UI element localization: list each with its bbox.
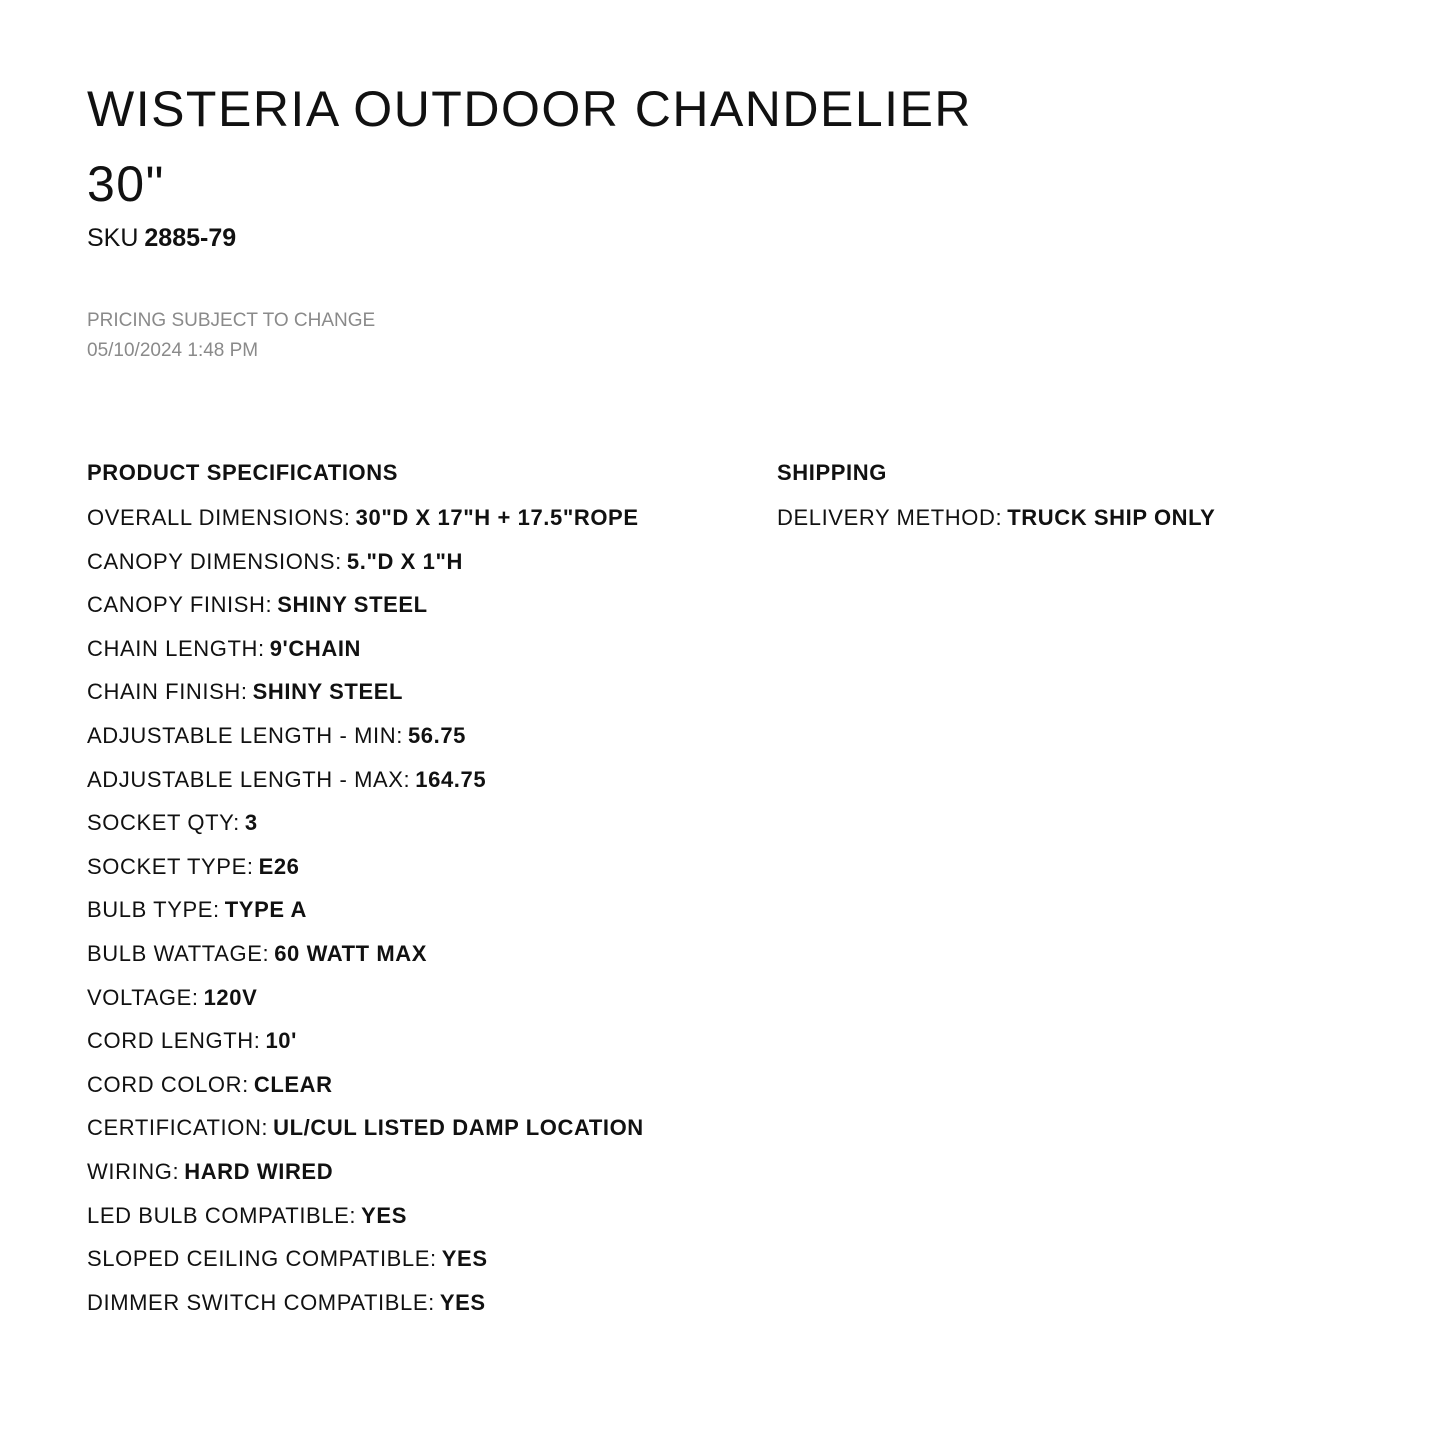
spec-value: 3 — [244, 810, 258, 836]
spec-row — [87, 932, 767, 976]
pricing-notice-text: PRICING SUBJECT TO CHANGE — [87, 310, 376, 331]
spec-value: 164.75 — [415, 766, 487, 792]
spec-value: CLEAR — [253, 1071, 333, 1097]
sku-value: 2885-79 — [144, 224, 237, 252]
product-specifications-list — [87, 496, 767, 1324]
spec-label: DIMMER SWITCH COMPATIBLE: — [87, 1289, 435, 1315]
spec-value: SHINY STEEL — [252, 679, 404, 705]
spec-label: LED BULB COMPATIBLE: — [87, 1202, 357, 1228]
product-specifications-heading: PRODUCT SPECIFICATIONS — [87, 460, 399, 485]
spec-value: 5."D X 1"H — [346, 548, 464, 574]
spec-value: HARD WIRED — [184, 1158, 334, 1184]
spec-label: SOCKET TYPE: — [87, 853, 254, 879]
spec-value: SHINY STEEL — [277, 592, 428, 618]
spec-label: CANOPY FINISH: — [87, 592, 273, 618]
product-title — [87, 72, 1047, 222]
spec-label: CERTIFICATION: — [87, 1115, 269, 1141]
spec-value: YES — [439, 1289, 486, 1315]
spec-value: TYPE A — [224, 897, 308, 923]
spec-row — [87, 1281, 767, 1325]
spec-label: CHAIN FINISH: — [87, 679, 248, 705]
spec-row — [87, 888, 767, 932]
spec-label: CANOPY DIMENSIONS: — [87, 548, 342, 574]
product-title-line-2: 30" — [87, 156, 165, 212]
spec-label: VOLTAGE: — [87, 984, 199, 1010]
spec-value: 30"D X 17"H + 17.5"ROPE — [355, 505, 639, 530]
spec-value: YES — [441, 1246, 488, 1272]
sku-label: SKU — [87, 224, 139, 252]
spec-label: ADJUSTABLE LENGTH - MAX: — [87, 766, 411, 792]
spec-value: UL/CUL LISTED DAMP LOCATION — [273, 1115, 644, 1141]
spec-row — [87, 845, 767, 889]
spec-row — [87, 801, 767, 845]
shipping-list — [777, 496, 1377, 540]
spec-label: DELIVERY METHOD: — [777, 505, 1003, 530]
shipping-heading: SHIPPING — [777, 460, 887, 485]
spec-row — [87, 1019, 767, 1063]
spec-row — [87, 1194, 767, 1238]
spec-label: WIRING: — [87, 1158, 180, 1184]
spec-row — [87, 1150, 767, 1194]
spec-label: BULB TYPE: — [87, 897, 220, 923]
spec-label: OVERALL DIMENSIONS: — [87, 505, 351, 530]
spec-row — [87, 583, 767, 627]
spec-value: 10' — [265, 1028, 297, 1054]
spec-row — [87, 758, 767, 802]
product-specifications-section — [87, 456, 767, 1324]
spec-label: ADJUSTABLE LENGTH - MIN: — [87, 722, 403, 748]
spec-label: CHAIN LENGTH: — [87, 635, 265, 661]
spec-value: TRUCK SHIP ONLY — [1007, 505, 1216, 530]
spec-value: YES — [361, 1202, 407, 1228]
shipping-section — [777, 456, 1377, 540]
spec-value: 56.75 — [407, 722, 466, 748]
spec-value: E26 — [258, 853, 300, 879]
spec-label: SLOPED CEILING COMPATIBLE: — [87, 1246, 437, 1272]
spec-row — [87, 1237, 767, 1281]
spec-row — [87, 714, 767, 758]
spec-row — [87, 496, 767, 540]
sku-line — [87, 222, 236, 254]
spec-value: 60 WATT MAX — [274, 940, 428, 966]
spec-row — [87, 1063, 767, 1107]
product-title-line-1: WISTERIA OUTDOOR CHANDELIER — [87, 81, 973, 137]
spec-label: BULB WATTAGE: — [87, 940, 270, 966]
spec-row — [87, 1106, 767, 1150]
spec-row — [87, 976, 767, 1020]
spec-value: 9'CHAIN — [269, 635, 362, 661]
shipping-row — [777, 496, 1377, 540]
spec-row — [87, 670, 767, 714]
spec-label: CORD COLOR: — [87, 1071, 249, 1097]
spec-row — [87, 627, 767, 671]
pricing-notice — [87, 306, 375, 366]
spec-row — [87, 540, 767, 584]
spec-value: 120V — [203, 984, 258, 1010]
pricing-timestamp: 05/10/2024 1:48 PM — [87, 340, 259, 361]
spec-label: SOCKET QTY: — [87, 810, 240, 836]
spec-label: CORD LENGTH: — [87, 1028, 261, 1054]
